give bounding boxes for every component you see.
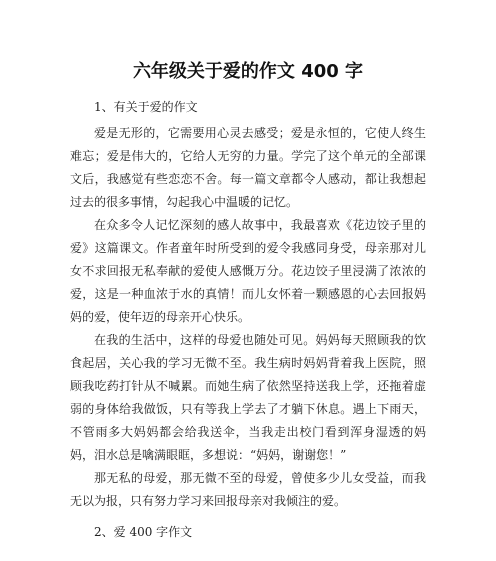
section-heading-1: 1、有关于爱的作文 (94, 100, 198, 114)
document-body (70, 96, 426, 544)
section-heading-2: 2、爱 400 字作文 (94, 525, 193, 539)
paragraph-4: 那无私的母爱，那无微不至的母爱，曾使多少儿女受益，而我无以为报，只有努力学习来回报母亲对我倾注的爱。 (70, 471, 426, 508)
paragraph-1: 爱是无形的，它需要用心灵去感受；爱是永恒的，它使人终生难忘；爱是伟大的，它给人无穷的力量。学完了这个单元的全部课文后，我感觉有些恋恋不舍。每一篇文章都令人感动，都让我想起过去的很多事情，勾起我心中温暖的记忆。 (70, 126, 426, 209)
paragraph-3: 在我的生活中，这样的母爱也随处可见。妈妈每天照顾我的饮食起居，关心我的学习无微不至。我生病时妈妈背着我上医院，照顾我吃药打针从不喊累。而她生病了依然坚持送我上学，还拖着虚弱的身体给我做饭，只有等我上学去了才躺下休息。遇上下雨天，不管雨多大妈妈都会给我送伞，当我走出校门看到浑身湿透的妈妈，泪水总是噙满眼眶，多想说：“妈妈，谢谢您！” (70, 333, 426, 462)
paragraph-2: 在众多令人记忆深刻的感人故事中，我最喜欢《花边饺子里的爱》这篇课文。作者童年时所受到的爱令我感同身受，母亲那对儿女不求回报无私奉献的爱使人感慨万分。花边饺子里浸满了浓浓的爱，这是一种血浓于水的真情！而儿女怀着一颗感恩的心去回报妈妈的爱，使年迈的母亲开心快乐。 (70, 218, 426, 324)
document-title: 六年级关于爱的作文 400 字 (132, 61, 364, 82)
spacer (70, 513, 426, 521)
